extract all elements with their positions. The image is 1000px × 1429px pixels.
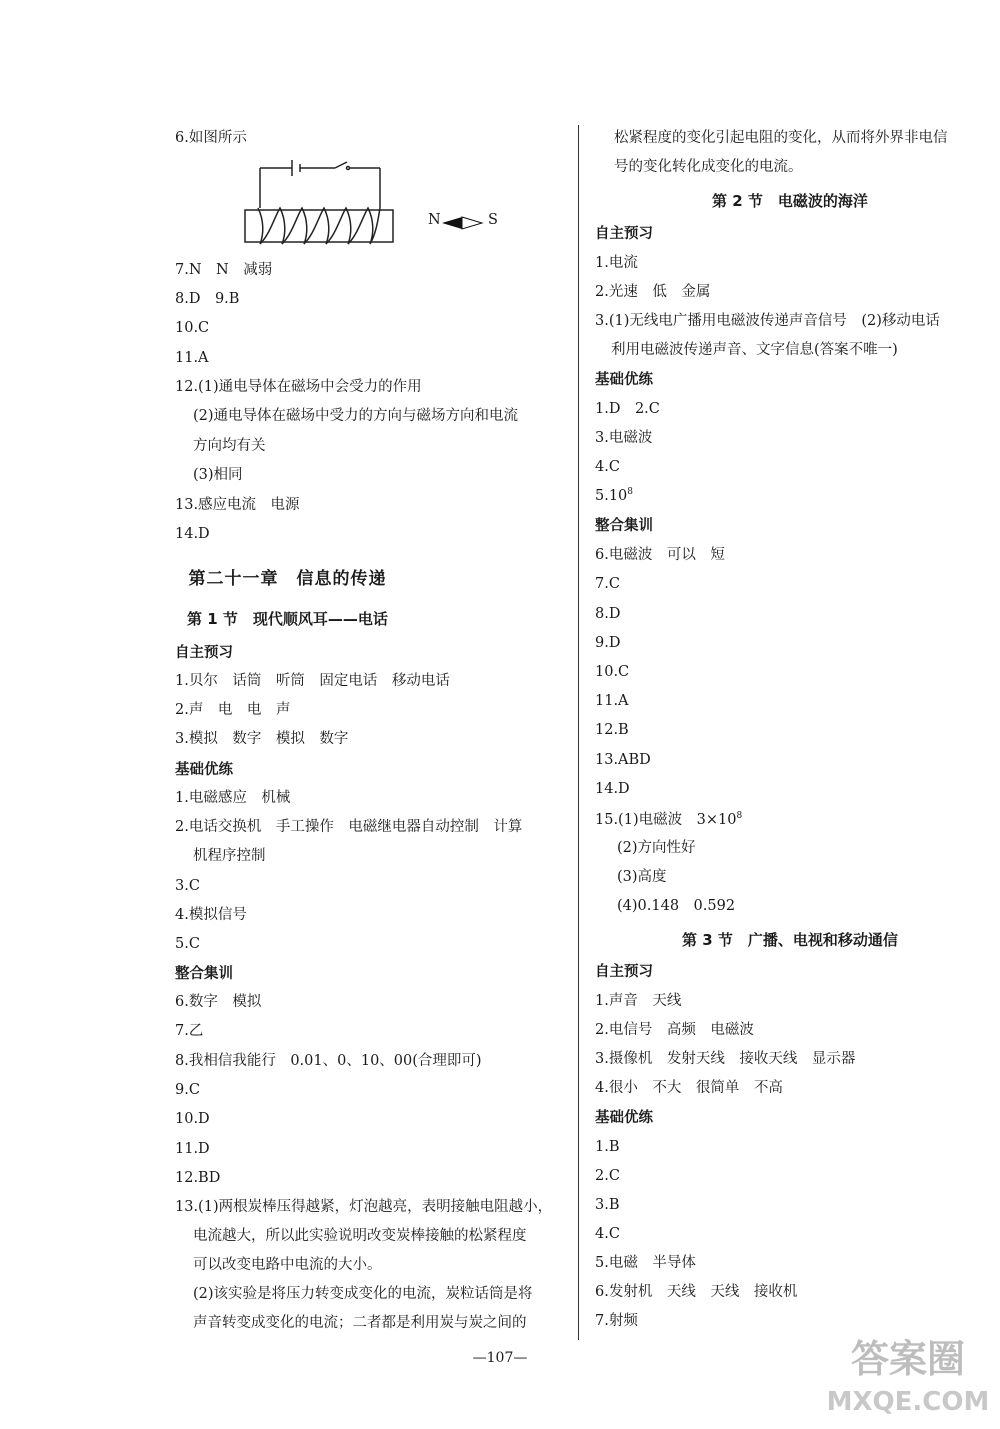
answer-line: 3.模拟 数字 模拟 数字 <box>175 731 349 747</box>
answer-line: (2)方向性好 <box>617 840 696 856</box>
answer-line: 4.很小 不大 很简单 不高 <box>595 1080 783 1096</box>
answer-line: 方向均有关 <box>193 438 266 454</box>
answer-line: 12.BD <box>175 1170 221 1186</box>
answer-line: 10.C <box>595 664 630 680</box>
answer-line: 机程序控制 <box>193 848 266 864</box>
answer-line: (4)0.148 0.592 <box>617 898 736 914</box>
answer-line: (3)相同 <box>193 467 243 483</box>
answer-line: 13.感应电流 电源 <box>175 497 300 513</box>
answer-line: 8.D <box>595 606 621 622</box>
answer-line: 可以改变电路中电流的大小。 <box>193 1257 382 1273</box>
answer-line: (3)高度 <box>617 869 667 885</box>
switch-blade <box>335 162 347 168</box>
answer-line: 7.乙 <box>175 1023 204 1039</box>
answer-line: 2.C <box>595 1168 620 1184</box>
answer-line: 号的变化转化成变化的电流。 <box>614 159 803 175</box>
answer-line: 8.D 9.B <box>175 291 240 307</box>
answer-line: 11.A <box>595 693 629 709</box>
answer-line: 1.电磁感应 机械 <box>175 790 291 806</box>
answer-line: 利用电磁波传递声音、文字信息(答案不唯一) <box>611 342 898 358</box>
answer-line: 11.A <box>175 350 209 366</box>
compass-needle-icon <box>440 213 485 233</box>
answer-line: 3.(1)无线电广播用电磁波传递声音信号 (2)移动电话 <box>595 313 940 329</box>
section-2-title: 第 2 节 电磁波的海洋 <box>712 192 868 210</box>
subsection-heading: 整合集训 <box>595 518 653 534</box>
subsection-heading: 整合集训 <box>175 966 233 982</box>
answer-line: 9.C <box>175 1082 200 1098</box>
item-5-base: 5.10 <box>595 487 628 504</box>
answer-line: 6.如图所示 <box>175 130 247 146</box>
answer-line: 2.电信号 高频 电磁波 <box>595 1022 754 1038</box>
answer-line: 2.声 电 电 声 <box>175 702 291 718</box>
circuit-diagram <box>240 150 400 250</box>
answer-line: 12.B <box>595 722 629 738</box>
answer-line: 3.C <box>175 878 200 894</box>
column-divider <box>578 125 579 1340</box>
item-15-answer <box>595 808 742 829</box>
watermark-bottom-text: MXQE.COM <box>826 1387 990 1417</box>
answer-line: 松紧程度的变化引起电阻的变化，从而将外界非电信 <box>614 130 948 146</box>
answer-line: 1.B <box>595 1139 620 1155</box>
section-1-title: 第 1 节 现代顺风耳——电话 <box>187 610 388 628</box>
watermark-logo <box>820 1330 995 1420</box>
answer-line: 3.B <box>595 1197 620 1213</box>
subsection-heading: 基础优练 <box>175 762 233 778</box>
answer-line: 1.D 2.C <box>595 401 660 417</box>
answer-line: 4.C <box>595 1226 620 1242</box>
answer-line: 4.模拟信号 <box>175 907 247 923</box>
answer-line: 2.电话交换机 手工操作 电磁继电器自动控制 计算 <box>175 819 523 835</box>
answer-line: 12.(1)通电导体在磁场中会受力的作用 <box>175 379 422 395</box>
item-5-answer <box>595 487 633 504</box>
chapter-title: 第二十一章 信息的传递 <box>188 569 387 589</box>
solenoid-coil <box>258 208 380 244</box>
answer-line: 9.D <box>595 635 621 651</box>
answer-line: 7.N N 减弱 <box>175 262 273 278</box>
subsection-heading: 基础优练 <box>595 372 653 388</box>
item-5-exponent: 8 <box>627 487 634 497</box>
item-15-text: 15.(1)电磁波 3×10 <box>595 812 737 828</box>
answer-line: 1.贝尔 话筒 听筒 固定电话 移动电话 <box>175 673 450 689</box>
answer-line: 8.我相信我能行 0.01、0、10、00(合理即可) <box>175 1053 482 1069</box>
subsection-heading: 自主预习 <box>595 226 653 242</box>
answer-line: (2)通电导体在磁场中受力的方向与磁场方向和电流 <box>193 408 519 424</box>
answer-line: 11.D <box>175 1141 210 1157</box>
answer-line: 1.声音 天线 <box>595 993 682 1009</box>
answer-line: 3.电磁波 <box>595 430 653 446</box>
item-15-exponent: 8 <box>736 811 743 822</box>
answer-line: 4.C <box>595 459 620 475</box>
answer-line: 6.电磁波 可以 短 <box>595 547 725 563</box>
answer-line: 6.数字 模拟 <box>175 994 262 1010</box>
answer-line: 10.C <box>175 320 210 336</box>
answer-line: 5.C <box>175 936 200 952</box>
answer-line: 14.D <box>595 781 630 797</box>
subsection-heading: 自主预习 <box>175 645 233 661</box>
compass-n-label: N <box>428 212 441 228</box>
answer-line: 14.D <box>175 526 210 542</box>
compass-s-label: S <box>488 212 498 228</box>
answer-line: 2.光速 低 金属 <box>595 284 711 300</box>
switch-contact <box>347 167 350 170</box>
answer-line: 7.C <box>595 576 620 592</box>
answer-line: 声音转变成变化的电流；二者都是利用炭与炭之间的 <box>193 1315 527 1331</box>
answer-line: 13.(1)两根炭棒压得越紧，灯泡越亮，表明接触电阻越小， <box>175 1199 553 1215</box>
page-number: —107— <box>472 1350 528 1366</box>
answer-line: 3.摄像机 发射天线 接收天线 显示器 <box>595 1051 856 1067</box>
answer-line: 7.射频 <box>595 1313 638 1329</box>
answer-line: 13.ABD <box>595 752 651 768</box>
subsection-heading: 基础优练 <box>595 1110 653 1126</box>
answer-line: 5.电磁 半导体 <box>595 1255 696 1271</box>
answer-line: 6.发射机 天线 天线 接收机 <box>595 1284 798 1300</box>
subsection-heading: 自主预习 <box>595 964 653 980</box>
answer-line: 1.电流 <box>595 255 638 271</box>
section-3-title: 第 3 节 广播、电视和移动通信 <box>682 931 898 949</box>
answer-line: 电流越大，所以此实验说明改变炭棒接触的松紧程度 <box>193 1228 527 1244</box>
answer-line: (2)该实验是将压力转变成变化的电流，炭粒话筒是将 <box>193 1286 533 1302</box>
watermark-top-text: 答案圈 <box>850 1337 966 1381</box>
answer-line: 10.D <box>175 1111 210 1127</box>
